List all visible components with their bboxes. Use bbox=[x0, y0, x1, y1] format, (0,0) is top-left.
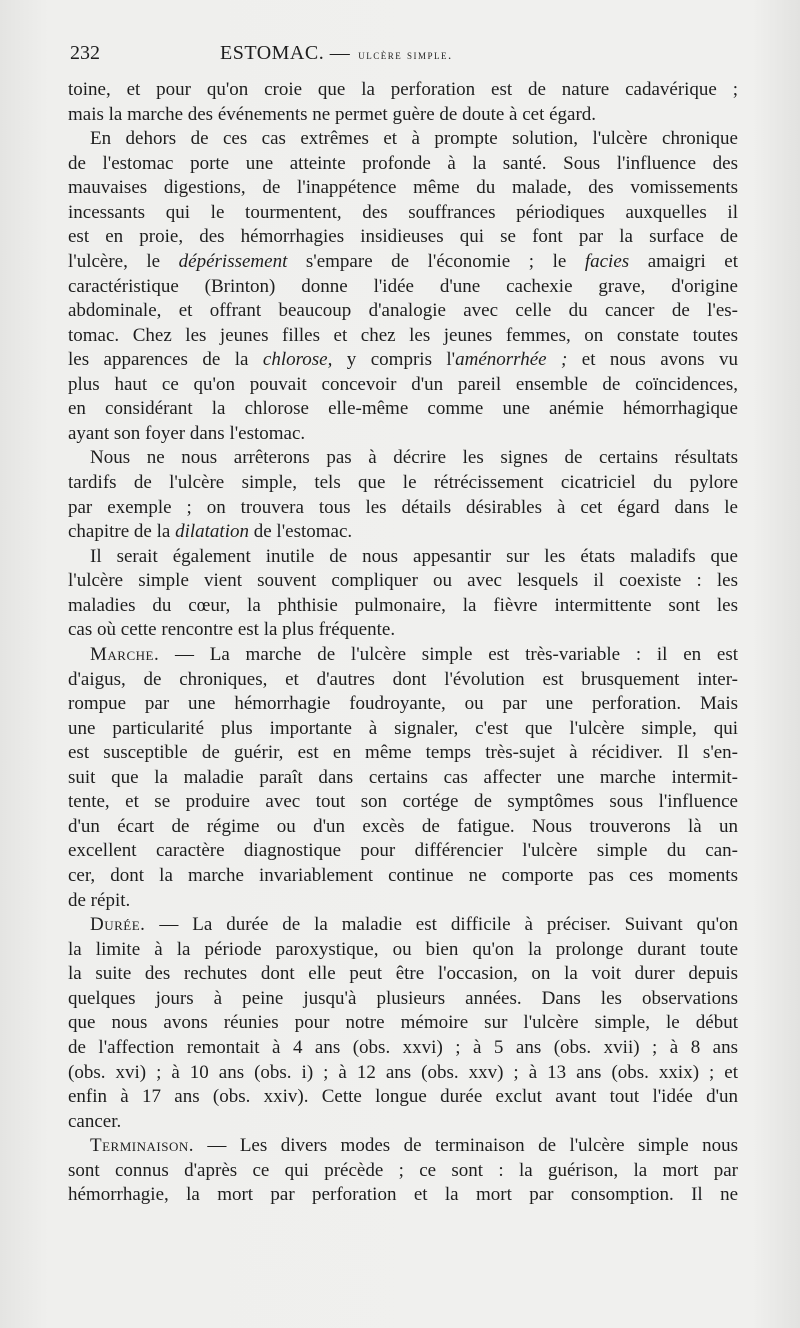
text-line: caractéristique (Brinton) donne l'idée d'une cachexie grave, d'origine bbox=[68, 275, 738, 297]
text-line: que nous avons réunies pour notre mémoire sur l'ulcère simple, le début bbox=[68, 1012, 738, 1034]
text-line: les apparences de la chlorose, y compris l'aménorrhée ; et nous avons vu bbox=[68, 349, 739, 371]
text-line: Marche. — La marche de l'ulcère simple est très-variable : il en est bbox=[90, 643, 738, 665]
text-line: Il serait également inutile de nous appesantir sur les états maladifs que bbox=[90, 545, 738, 567]
text-line: excellent caractère diagnostique pour différencier l'ulcère simple du can- bbox=[68, 840, 738, 862]
running-header bbox=[70, 42, 740, 72]
text-line: cer, dont la marche invariablement continue ne comporte pas ces moments bbox=[68, 865, 738, 886]
page-number: 232 bbox=[70, 42, 100, 64]
text-line: cas où cette rencontre est la plus fréquente. bbox=[68, 619, 396, 641]
text-line: hémorrhagie, la mort par perforation et la mort par consomption. Il ne bbox=[68, 1184, 738, 1206]
text-line: chapitre de la dilatation de l'estomac. bbox=[68, 521, 353, 543]
text-line: de l'affection remontait à 4 ans (obs. xxvi) ; à 5 ans (obs. xvii) ; à 8 ans bbox=[68, 1036, 738, 1058]
text-line: mais la marche des événements ne permet guère de doute à cet égard. bbox=[68, 103, 597, 125]
text-line: en considérant la chlorose elle-même comme une anémie hémorrhagique bbox=[68, 398, 738, 420]
text-line: maladies du cœur, la phthisie pulmonaire, la fièvre intermittente sont les bbox=[68, 594, 738, 616]
text-line: sont connus d'après ce qui précède ; ce sont : la guérison, la mort par bbox=[68, 1159, 738, 1181]
text-line: toine, et pour qu'on croie que la perforation est de nature cadavérique ; bbox=[68, 79, 738, 100]
text-line: Terminaison. — Les divers modes de terminaison de l'ulcère simple nous bbox=[90, 1135, 738, 1157]
text-line: tomac. Chez les jeunes filles et chez les jeunes femmes, on constate toutes bbox=[68, 324, 738, 346]
text-line: Nous ne nous arrêterons pas à décrire les signes de certains résultats bbox=[90, 447, 738, 469]
running-title: ESTOMAC. — bbox=[220, 42, 351, 64]
text-line: rompue par une hémorrhagie foudroyante, ou par une perforation. Mais bbox=[68, 693, 738, 715]
section-heading: Terminaison. bbox=[90, 1135, 194, 1157]
text-line: incessants qui le tourmentent, des souffrances périodiques auxquelles il bbox=[68, 201, 738, 223]
body-text bbox=[68, 78, 738, 1208]
text-line: ayant son foyer dans l'estomac. bbox=[68, 422, 306, 444]
text-line: d'aigus, de chroniques, et d'autres dont l'évolution est brusquement inter- bbox=[68, 668, 738, 690]
text-line: la suite des rechutes dont elle peut être l'occasion, on la voit durer depuis bbox=[68, 963, 738, 985]
section-heading: Durée. bbox=[90, 914, 146, 936]
text-line: Durée. — La durée de la maladie est difficile à préciser. Suivant qu'on bbox=[90, 914, 738, 936]
text-line: suit que la maladie paraît dans certains cas affecter une marche intermit- bbox=[68, 766, 738, 788]
text-line: tente, et se produire avec tout son cortége de symptômes sous l'influence bbox=[68, 791, 738, 813]
text-line: est en proie, des hémorrhagies insidieuses qui se font par la surface de bbox=[68, 226, 738, 248]
text-line: mauvaises digestions, de l'inappétence même du malade, des vomissements bbox=[68, 177, 738, 199]
text-line: la limite à la période paroxystique, ou bien qu'on la prolonge durant toute bbox=[68, 938, 738, 960]
text-line: plus haut ce qu'on pouvait concevoir d'un pareil ensemble de coïncidences, bbox=[68, 373, 738, 395]
text-line: une particularité plus importante à signaler, c'est que l'ulcère simple, qui bbox=[68, 717, 738, 739]
text-line: de l'estomac porte une atteinte profonde à la santé. Sous l'influence des bbox=[68, 152, 738, 174]
text-line: l'ulcère simple vient souvent compliquer ou avec lesquels il coexiste : les bbox=[68, 570, 738, 592]
text-line: enfin à 17 ans (obs. xxiv). Cette longue durée exclut avant tout l'idée d'un bbox=[68, 1086, 738, 1108]
text-line: abdominale, et offrant beaucoup d'analogie avec celle du cancer de l'es- bbox=[68, 300, 738, 322]
text-line: est susceptible de guérir, est en même temps très-sujet à récidiver. Il s'en- bbox=[68, 742, 738, 764]
text-line: (obs. xvi) ; à 10 ans (obs. i) ; à 12 ans (obs. xxv) ; à 13 ans (obs. xxix) ; et bbox=[68, 1061, 738, 1083]
text-line: cancer. bbox=[68, 1110, 122, 1132]
running-subtitle: ulcère simple. bbox=[358, 47, 453, 62]
text-line: l'ulcère, le dépérissement s'empare de l'économie ; le facies amaigri et bbox=[68, 250, 738, 272]
section-heading: Marche. bbox=[90, 643, 160, 665]
text-line: quelques jours à peine jusqu'à plusieurs années. Dans les observations bbox=[68, 987, 738, 1009]
text-line: par exemple ; on trouvera tous les détails désirables à cet égard dans le bbox=[68, 496, 738, 518]
text-line: En dehors de ces cas extrêmes et à prompte solution, l'ulcère chronique bbox=[90, 128, 738, 150]
text-line: de répit. bbox=[68, 889, 131, 911]
text-line: d'un écart de régime ou d'un excès de fatigue. Nous trouverons là un bbox=[68, 815, 738, 837]
text-line: tardifs de l'ulcère simple, tels que le rétrécissement cicatriciel du pylore bbox=[68, 472, 738, 493]
